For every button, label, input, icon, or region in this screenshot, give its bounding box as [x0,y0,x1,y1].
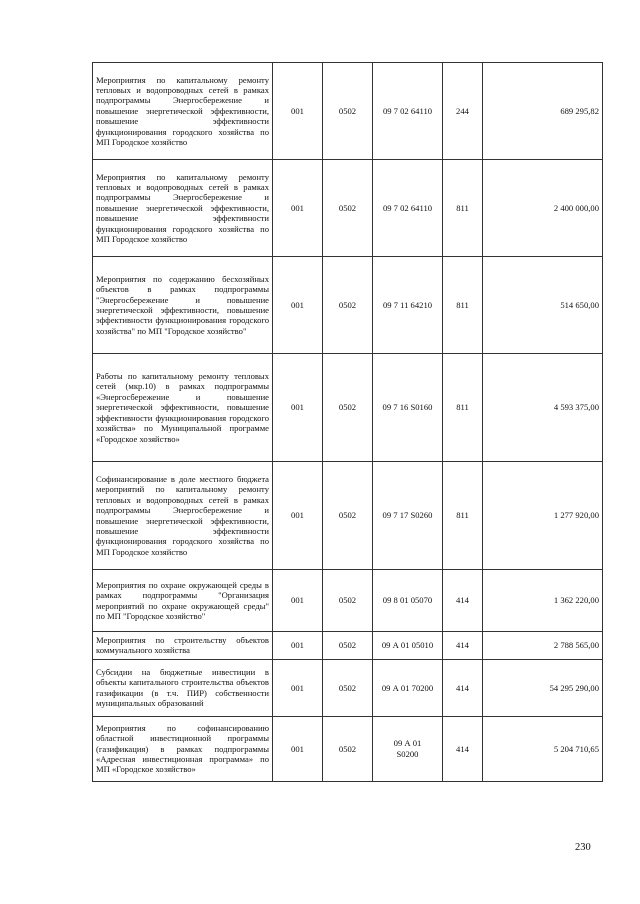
department-code-cell: 001 [273,632,323,660]
table-row [93,570,603,632]
expense-type-cell: 811 [443,354,483,462]
expense-name-cell: Работы по капитальному ремонту тепловых сетей (мкр.10) в рамках подпрограммы «Энергосбережение и повышение энергетической эффективности, повышение эффективности функционирования городского хозяйства» по Муниципальной программе «Городское хозяйство» [93,354,273,462]
amount-cell: 2 788 565,00 [483,632,603,660]
department-code-cell: 001 [273,160,323,257]
section-code-cell: 0502 [323,257,373,354]
page-number: 230 [575,842,591,853]
expense-type-cell: 414 [443,570,483,632]
expense-type-cell: 244 [443,63,483,160]
table-row [93,63,603,160]
amount-cell: 54 295 290,00 [483,659,603,716]
expense-name-cell: Мероприятия по софинансированию областной инвестиционной программы (газификация) в рамках подпрограммы «Адресная инвестиционная программа» по МП «Городское хозяйство» [93,716,273,781]
target-article-cell: 09 7 17 S0260 [373,462,443,570]
amount-cell: 4 593 375,00 [483,354,603,462]
expense-type-cell: 811 [443,257,483,354]
section-code-cell: 0502 [323,716,373,781]
amount-cell: 1 277 920,00 [483,462,603,570]
table-row [93,632,603,660]
expense-name-cell: Субсидии на бюджетные инвестиции в объекты капитального строительства объектов газификации (в т.ч. ПИР) собственности муниципальных образований [93,659,273,716]
target-article-cell: 09 А 01 S0200 [373,716,443,781]
target-article-cell: 09 8 01 05070 [373,570,443,632]
expense-name-cell: Мероприятия по капитальному ремонту тепловых и водопроводных сетей в рамках подпрограммы Энергосбережение и повышение энергетической эффективности, повышение эффективности функционирования городского хозяйства по МП Городское хозяйство [93,160,273,257]
table-row [93,462,603,570]
budget-table [92,62,603,782]
section-code-cell: 0502 [323,354,373,462]
department-code-cell: 001 [273,257,323,354]
table-row [93,716,603,781]
expense-type-cell: 811 [443,160,483,257]
table-row [93,659,603,716]
target-article-cell: 09 7 02 64110 [373,160,443,257]
target-article-cell: 09 А 01 70200 [373,659,443,716]
amount-cell: 689 295,82 [483,63,603,160]
expense-name-cell: Мероприятия по охране окружающей среды в рамках подпрограммы "Организация мероприятий по охране окружающей среды" по МП "Городское хозяйство" [93,570,273,632]
section-code-cell: 0502 [323,659,373,716]
table-row [93,354,603,462]
expense-type-cell: 414 [443,716,483,781]
table-row [93,257,603,354]
expense-name-cell: Мероприятия по строительству объектов коммунального хозяйства [93,632,273,660]
department-code-cell: 001 [273,659,323,716]
target-article-cell: 09 7 02 64110 [373,63,443,160]
expense-type-cell: 414 [443,632,483,660]
amount-cell: 514 650,00 [483,257,603,354]
department-code-cell: 001 [273,354,323,462]
section-code-cell: 0502 [323,632,373,660]
expense-type-cell: 811 [443,462,483,570]
table-body [93,63,603,782]
department-code-cell: 001 [273,570,323,632]
department-code-cell: 001 [273,716,323,781]
expense-type-cell: 414 [443,659,483,716]
target-article-cell: 09 7 11 64210 [373,257,443,354]
amount-cell: 2 400 000,00 [483,160,603,257]
department-code-cell: 001 [273,462,323,570]
section-code-cell: 0502 [323,570,373,632]
amount-cell: 1 362 220,00 [483,570,603,632]
amount-cell: 5 204 710,65 [483,716,603,781]
expense-name-cell: Мероприятия по содержанию бесхозяйных объектов в рамках подпрограммы "Энергосбережение и повышение энергетической эффективности, повышение эффективности функционирования городского хозяйства" по МП "Городское хозяйство" [93,257,273,354]
department-code-cell: 001 [273,63,323,160]
target-article-cell: 09 А 01 05010 [373,632,443,660]
section-code-cell: 0502 [323,462,373,570]
expense-name-cell: Мероприятия по капитальному ремонту тепловых и водопроводных сетей в рамках подпрограммы Энергосбережение и повышение энергетической эффективности, повышение эффективности функционирования городского хозяйства по МП Городское хозяйство [93,63,273,160]
target-article-cell: 09 7 16 S0160 [373,354,443,462]
expense-name-cell: Софинансирование в доле местного бюджета мероприятий по капитальному ремонту тепловых и водопроводных сетей в рамках подпрограммы Энергосбережение и повышение энергетической эффективности, повышение эффективности функционирования городского хозяйства по МП Городское хозяйство [93,462,273,570]
section-code-cell: 0502 [323,160,373,257]
section-code-cell: 0502 [323,63,373,160]
table-row [93,160,603,257]
